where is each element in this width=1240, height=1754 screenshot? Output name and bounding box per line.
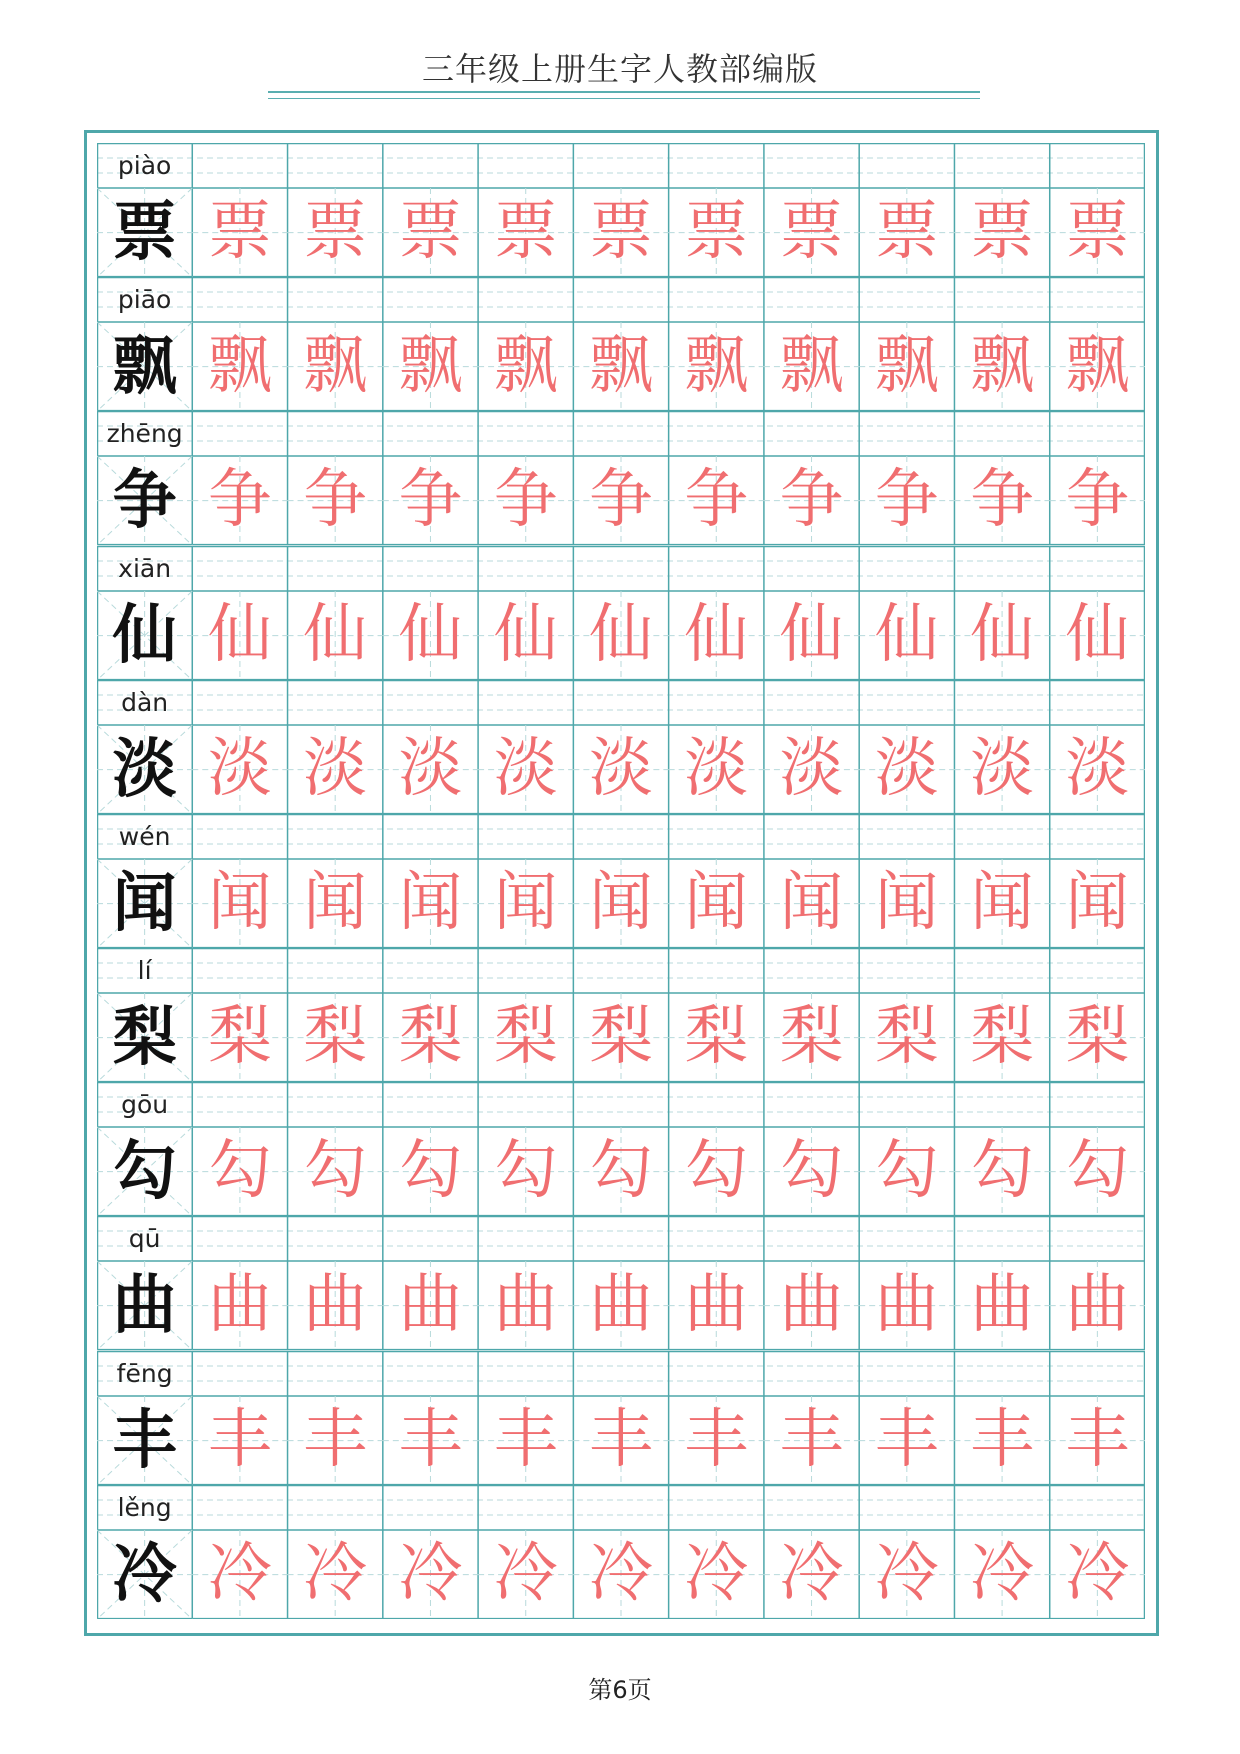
model-character: 飘 [112,329,177,405]
trace-character-cell [859,859,954,948]
practice-row [97,1216,1145,1350]
model-character-cell [97,1261,192,1350]
pinyin-label: xiān [118,553,172,583]
trace-character: 曲 [207,1268,272,1343]
trace-character: 仙 [588,597,653,672]
trace-character: 闻 [1065,865,1130,940]
model-character: 票 [112,195,177,270]
trace-character-cell [669,725,764,814]
trace-character-cell [478,1127,573,1216]
trace-character-cell [859,1261,954,1350]
trace-character: 闻 [684,865,749,940]
trace-character: 飘 [874,329,939,404]
trace-character-cell [573,456,668,545]
trace-character: 飘 [970,329,1035,404]
trace-character: 冷 [1065,1536,1130,1611]
trace-character-cell [288,1396,383,1485]
trace-character-cell [859,188,954,277]
trace-character-cell [383,1261,478,1350]
trace-character-cell [573,1396,668,1485]
trace-character: 勾 [588,1134,653,1209]
trace-character: 淡 [398,731,463,806]
model-character-cell [97,322,192,411]
trace-character-cell [288,188,383,277]
trace-character-cell [1050,859,1145,948]
trace-character-cell [192,725,287,814]
trace-character: 淡 [684,731,749,806]
trace-character: 仙 [398,597,463,672]
pinyin-label: piāo [117,285,172,315]
page-number: 第6页 [588,1676,652,1704]
trace-character: 曲 [303,1268,368,1343]
model-character: 争 [112,463,177,539]
trace-character: 丰 [874,1402,939,1477]
trace-character: 飘 [684,329,749,404]
trace-character-cell [573,1127,668,1216]
trace-character: 勾 [303,1134,368,1209]
trace-character: 勾 [779,1134,844,1209]
practice-row [97,546,1145,680]
practice-row [97,1082,1145,1216]
model-character-cell [97,1396,192,1485]
trace-character-cell [764,322,859,411]
trace-character: 冷 [493,1536,558,1611]
model-character: 淡 [112,731,177,807]
model-character-cell [97,591,192,680]
trace-character: 曲 [588,1268,653,1343]
trace-character-cell [669,1127,764,1216]
trace-character: 梨 [303,1000,368,1075]
trace-character-cell [288,725,383,814]
trace-character: 争 [493,463,558,538]
trace-character: 曲 [874,1268,939,1343]
trace-character: 勾 [874,1134,939,1209]
trace-character: 梨 [1065,1000,1130,1075]
trace-character-cell [478,1261,573,1350]
trace-character-cell [478,725,573,814]
trace-character-cell [764,725,859,814]
trace-character-cell [383,188,478,277]
trace-character-cell [573,859,668,948]
practice-row [97,1485,1145,1619]
trace-character: 丰 [398,1402,463,1477]
model-character-cell [97,993,192,1082]
trace-character: 票 [684,195,749,269]
model-character-cell [97,456,192,545]
trace-character-cell [859,1396,954,1485]
trace-character: 丰 [207,1402,272,1477]
model-character-cell [97,1127,192,1216]
trace-character-cell [669,591,764,680]
trace-character: 闻 [970,865,1035,940]
trace-character: 飘 [398,329,463,404]
trace-character-cell [478,456,573,545]
trace-character-cell [383,1396,478,1485]
trace-character-cell [192,1396,287,1485]
trace-character-cell [192,322,287,411]
trace-character: 勾 [970,1134,1035,1209]
practice-row [97,680,1145,814]
trace-character-cell [478,1530,573,1619]
trace-character: 票 [779,195,844,269]
trace-character-cell [764,1261,859,1350]
trace-character: 梨 [684,1000,749,1075]
trace-character: 飘 [588,329,653,404]
trace-character-cell [954,456,1049,545]
trace-character: 票 [588,195,653,269]
pinyin-label: wén [118,821,171,851]
trace-character-cell [573,993,668,1082]
trace-character: 冷 [588,1536,653,1611]
trace-character: 飘 [779,329,844,404]
trace-character-cell [954,1396,1049,1485]
trace-character-cell [192,993,287,1082]
trace-character: 丰 [303,1402,368,1477]
trace-character: 丰 [970,1402,1035,1477]
trace-character-cell [954,725,1049,814]
trace-character: 仙 [970,597,1035,672]
trace-character: 梨 [874,1000,939,1075]
trace-character-cell [1050,993,1145,1082]
trace-character-cell [764,859,859,948]
trace-character: 仙 [874,597,939,672]
trace-character: 争 [970,463,1035,538]
trace-character-cell [573,725,668,814]
trace-character-cell [573,1261,668,1350]
trace-character-cell [669,322,764,411]
model-character-cell [97,188,192,277]
trace-character-cell [478,859,573,948]
practice-grid [97,143,1145,1619]
trace-character-cell [192,1261,287,1350]
trace-character-cell [192,456,287,545]
trace-character-cell [192,1530,287,1619]
trace-character: 票 [303,195,368,269]
trace-character: 勾 [398,1134,463,1209]
page-title: 三年级上册生字人教部编版 [421,50,818,88]
trace-character: 仙 [303,597,368,672]
trace-character-cell [478,322,573,411]
trace-character: 丰 [493,1402,558,1477]
trace-character: 争 [398,463,463,538]
trace-character-cell [478,591,573,680]
trace-character-cell [669,188,764,277]
trace-character-cell [383,456,478,545]
trace-character: 冷 [779,1536,844,1611]
practice-row [97,814,1145,948]
trace-character-cell [288,591,383,680]
trace-character-cell [383,859,478,948]
practice-row [97,411,1145,545]
trace-character: 仙 [684,597,749,672]
trace-character: 丰 [779,1402,844,1477]
trace-character: 曲 [398,1268,463,1343]
trace-character: 仙 [207,597,272,672]
practice-row [97,1351,1145,1485]
trace-character: 勾 [684,1134,749,1209]
trace-character: 曲 [493,1268,558,1343]
trace-character-cell [669,993,764,1082]
trace-character: 淡 [779,731,844,806]
trace-character-cell [859,725,954,814]
trace-character-cell [954,188,1049,277]
model-character: 曲 [112,1268,177,1344]
trace-character-cell [764,456,859,545]
trace-character: 闻 [779,865,844,940]
trace-character: 淡 [970,731,1035,806]
trace-character: 曲 [684,1268,749,1343]
trace-character-cell [478,188,573,277]
trace-character: 争 [1065,463,1130,538]
trace-character-cell [478,1396,573,1485]
trace-character-cell [954,1261,1049,1350]
trace-character: 争 [874,463,939,538]
trace-character-cell [764,993,859,1082]
model-character-cell [97,859,192,948]
model-character-cell [97,725,192,814]
practice-row [97,277,1145,411]
trace-character: 曲 [970,1268,1035,1343]
trace-character-cell [764,591,859,680]
trace-character-cell [859,1530,954,1619]
trace-character: 曲 [779,1268,844,1343]
trace-character-cell [954,322,1049,411]
trace-character-cell [954,1127,1049,1216]
trace-character: 曲 [1065,1268,1130,1343]
pinyin-label: gōu [121,1090,169,1120]
pinyin-label: fēng [116,1358,173,1388]
trace-character: 勾 [1065,1134,1130,1209]
trace-character-cell [1050,456,1145,545]
trace-character-cell [192,1127,287,1216]
trace-character: 票 [874,195,939,269]
trace-character: 飘 [207,329,272,404]
title-underline-thin [268,98,980,99]
trace-character-cell [669,1396,764,1485]
trace-character-cell [192,591,287,680]
trace-character-cell [288,1261,383,1350]
trace-character: 淡 [1065,731,1130,806]
trace-character-cell [573,591,668,680]
trace-character-cell [764,1127,859,1216]
trace-character-cell [764,1396,859,1485]
trace-character: 闻 [207,865,272,940]
model-character: 仙 [112,597,177,673]
trace-character: 冷 [874,1536,939,1611]
trace-character-cell [1050,725,1145,814]
trace-character-cell [859,993,954,1082]
trace-character-cell [383,993,478,1082]
pinyin-label: qū [128,1224,161,1254]
trace-character-cell [573,1530,668,1619]
pinyin-label: piào [117,151,172,180]
model-character: 闻 [112,865,177,941]
trace-character-cell [859,591,954,680]
trace-character: 票 [207,195,272,269]
trace-character-cell [764,1530,859,1619]
trace-character-cell [1050,1396,1145,1485]
trace-character: 梨 [493,1000,558,1075]
trace-character: 票 [970,195,1035,269]
trace-character: 梨 [588,1000,653,1075]
trace-character: 闻 [303,865,368,940]
trace-character: 仙 [1065,597,1130,672]
trace-character-cell [1050,1261,1145,1350]
trace-character-cell [669,859,764,948]
model-character: 勾 [112,1134,177,1210]
trace-character: 冷 [684,1536,749,1611]
trace-character: 票 [398,195,463,269]
trace-character-cell [383,1127,478,1216]
trace-character-cell [669,1261,764,1350]
trace-character: 梨 [779,1000,844,1075]
trace-character: 冷 [970,1536,1035,1611]
pinyin-label: dàn [121,687,169,717]
trace-character: 飘 [1065,329,1130,404]
model-character: 梨 [112,1000,177,1076]
trace-character-cell [383,1530,478,1619]
trace-character: 丰 [684,1402,749,1477]
pinyin-label: lěng [117,1492,172,1522]
trace-character-cell [288,1530,383,1619]
trace-character: 争 [207,463,272,538]
trace-character: 冷 [303,1536,368,1611]
trace-character-cell [954,591,1049,680]
trace-character: 梨 [398,1000,463,1075]
trace-character: 梨 [970,1000,1035,1075]
trace-character-cell [859,456,954,545]
trace-character: 闻 [398,865,463,940]
trace-character-cell [478,993,573,1082]
practice-row [97,143,1145,277]
trace-character-cell [669,1530,764,1619]
trace-character-cell [859,322,954,411]
trace-character: 勾 [207,1134,272,1209]
trace-character-cell [573,188,668,277]
trace-character-cell [954,1530,1049,1619]
trace-character: 闻 [588,865,653,940]
trace-character: 淡 [874,731,939,806]
trace-character-cell [192,188,287,277]
model-character-cell [97,1530,192,1619]
trace-character-cell [1050,322,1145,411]
trace-character: 淡 [207,731,272,806]
model-character: 冷 [112,1536,177,1612]
trace-character-cell [1050,188,1145,277]
practice-row [97,948,1145,1082]
pinyin-label: zhēng [106,419,183,449]
trace-character-cell [288,322,383,411]
trace-character: 争 [779,463,844,538]
trace-character: 冷 [207,1536,272,1611]
trace-character-cell [573,322,668,411]
trace-character-cell [669,456,764,545]
trace-character: 争 [684,463,749,538]
trace-character: 淡 [588,731,653,806]
trace-character: 丰 [588,1402,653,1477]
trace-character-cell [954,859,1049,948]
trace-character-cell [1050,591,1145,680]
trace-character: 争 [303,463,368,538]
title-underline [268,91,980,93]
trace-character-cell [383,322,478,411]
trace-character-cell [859,1127,954,1216]
trace-character-cell [288,993,383,1082]
pinyin-label: lí [137,956,152,986]
model-character: 丰 [112,1402,177,1478]
trace-character: 争 [588,463,653,538]
trace-character: 仙 [779,597,844,672]
trace-character: 淡 [303,731,368,806]
trace-character: 淡 [493,731,558,806]
trace-character-cell [192,859,287,948]
trace-character-cell [1050,1127,1145,1216]
trace-character-cell [288,1127,383,1216]
trace-character: 冷 [398,1536,463,1611]
trace-character-cell [1050,1530,1145,1619]
trace-character-cell [954,993,1049,1082]
trace-character: 闻 [874,865,939,940]
trace-character: 梨 [207,1000,272,1075]
trace-character: 丰 [1065,1402,1130,1477]
trace-character: 勾 [493,1134,558,1209]
trace-character: 飘 [493,329,558,404]
trace-character: 飘 [303,329,368,404]
trace-character-cell [383,591,478,680]
trace-character-cell [288,859,383,948]
trace-character: 闻 [493,865,558,940]
trace-character-cell [383,725,478,814]
trace-character: 仙 [493,597,558,672]
trace-character-cell [764,188,859,277]
trace-character-cell [288,456,383,545]
trace-character: 票 [493,195,558,269]
trace-character: 票 [1065,195,1130,269]
